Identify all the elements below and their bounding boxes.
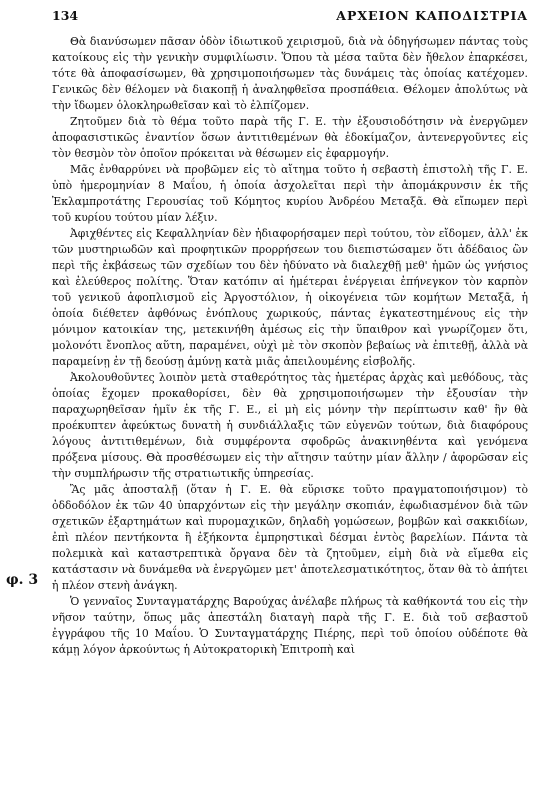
paragraph: Ἂς μᾶς ἀποσταλῇ (ὅταν ἡ Γ. Ε. θὰ εὕρισκε τοῦτο πραγματοποιήσιμον) τὸ ὀδδοδόλον ἐκ τῶν 40 ὑπαρχόντων εἰς τὴν μεγάλην σκοπιάν, ἐφωδιασμένον διὰ τῶν σχετικῶν ἐξαρτημάτων καὶ πυρομαχικῶν, δηλαδὴ γομώσεων, βομβῶν καὶ σακκιδίων, ἐπὶ πλέον πεντήκοντα ἢ ἑξήκοντα ἐμπρηστικαὶ δέσμαι ἐντὸς βαρελίων. Πάντα τὰ πολεμικὰ καὶ καταστρεπτικὰ ὄργανα δὲν τὰ ζητοῦμεν, εἰμὴ διὰ νὰ εἴμεθα εἰς κατάστασιν νὰ δυνάμεθα νὰ ἐνεργῶμεν μετ' ἀποτελεσματικότητος, ὅταν θὰ τὸ ἀπήτει ἡ πλέον στενὴ ἀνάγκη. bbox=[52, 483, 528, 592]
paragraph: Ὁ γενναῖος Συνταγματάρχης Βαρούχας ἀνέλαβε πλήρως τὰ καθήκοντά του εἰς τὴν νῆσον ταύτην, ὅπως μᾶς ἀπεστάλη διαταγὴ παρὰ τῆς Γ. Ε. διὰ τοῦ σεβαστοῦ ἐγγράφου τῆς 10 Μαΐου. Ὁ Συνταγματάρχης Πιέρης, περὶ τοῦ ὁποίου οὐδέποτε θὰ κάμῃ λόγον ἀρκούντως ἡ Αὐτοκρατορικὴ Ἐπιτροπὴ καὶ bbox=[52, 595, 528, 656]
page-number: 134 bbox=[52, 8, 79, 23]
paragraph: Μᾶς ἐνθαρρύνει νὰ προβῶμεν εἰς τὸ αἴτημα τοῦτο ἡ σεβαστὴ ἐπιστολὴ τῆς Γ. Ε. ὑπὸ ἡμερομηνίαν 8 Μαΐου, ἡ ὁποία ἀσχολεῖται περὶ τὴν ἀπομάκρυνσιν ἐκ τῆς Ἐκλαμπροτάτης Γερουσίας τοῦ Κόμητος κυρίου Ἀνδρέου Μεταξᾶ. Θὰ εἴπωμεν περὶ τοῦ κυρίου τούτου μίαν λέξιν. bbox=[52, 163, 528, 224]
body-text bbox=[52, 34, 528, 658]
paragraph: Θὰ διανύσωμεν πᾶσαν ὁδὸν ἰδιωτικοῦ χειρισμοῦ, διὰ νὰ ὁδηγήσωμεν πάντας τοὺς κατοίκους εἰς τὴν γενικὴν συμφιλίωσιν. Ὅπου τὰ μέσα ταῦτα δὲν ἤθελον ἐπαρκέσει, τότε θὰ ἀποφασίσωμεν, θὰ χρησιμοποιήσωμεν τὰς δυνάμεις τὰς ὁποίας κατέχομεν. Γενικῶς δὲν θέλομεν νὰ διακοπῇ ἡ ἀναληφθεῖσα προσπάθεια. Θέλομεν ἀπολύτως νὰ τὴν ἴδωμεν ὁλοκληρωθεῖσαν καὶ τὸ ἐλπίζομεν. bbox=[52, 35, 528, 112]
running-title: ΑΡΧΕΙΟΝ ΚΑΠΟΔΙΣΤΡΙΑ bbox=[336, 8, 528, 23]
paragraph: Ἀφιχθέντες εἰς Κεφαλληνίαν δὲν ἠδιαφορήσαμεν περὶ τούτου, τὸν εἴδομεν, ἀλλ' ἐκ τῶν μυστηριωδῶν καὶ προφητικῶν προρρήσεων του διεπιστώσαμεν ὅτι ἀδέδαιος ὢν περὶ τῆς ἐκβάσεως τῶν σχεδίων του δὲν ἠδύνατο νὰ διαλεχθῇ μεθ' ἡμῶν ὡς γνήσιος καὶ ἐλεύθερος πολίτης. Ὅταν κατόπιν αἱ ἡμέτεραι ἐνέργειαι ἐπήνεγκον τὸν καρπὸν τοῦ γενικοῦ ἀφοπλισμοῦ εἰς Ἀργοστόλιον, ἡ οἰκογένεια τῶν κομήτων Μεταξᾶ, ἡ ὁποία διέθετεν ἀφθόνως ἐνόπλους χωρικούς, πάντας ἐγκατεστημένους εἰς τὴν μόνιμον κατοικίαν της, μετεκινήθη ἀμέσως εἰς τὴν ὕπαιθρον καὶ γνωρίζομεν ὅτι, μολονότι ἔνοπλος αὕτη, παραμένει, οὐχὶ μὲ τὸν σκοπὸν βεβαίως νὰ ἐπιτεθῇ, ἀλλὰ νὰ παραμείνῃ ἐν τῇ δεούσῃ ἀμύνῃ κατὰ μιᾶς ἀπειλουμένης εἰσβολῆς. bbox=[52, 227, 528, 368]
margin-folio-note: φ. 3 bbox=[6, 572, 39, 588]
paragraph: Ἀκολουθοῦντες λοιπὸν μετὰ σταθερότητος τὰς ἡμετέρας ἀρχὰς καὶ μεθόδους, τὰς ὁποίας ἔχομεν προκαθορίσει, δὲν θὰ χρησιμοποιήσωμεν τὴν ἐξουσίαν τὴν παραχωρηθεῖσαν ἡμῖν ἐκ τῆς Γ. Ε., εἰ μὴ εἰς μόνην τὴν περίπτωσιν καθ' ἣν θὰ προέκυπτεν ἀφεύκτως δυνατὴ ἡ συνδιάλλαξις τῶν εὐγενῶν τούτων, διὰ διαφόρους λόγους ἀντιτιθεμένων, διὰ συμφέροντα σφοδρῶς ἀνακινηθέντα καὶ γενόμενα πρόξενα μίσους. Θὰ προσθέσωμεν εἰς τὴν αἴτησιν ταύτην μίαν ἄλλην / ἀφορῶσαν εἰς τὴν συμπλήρωσιν τῆς στρατιωτικῆς ὑπηρεσίας. bbox=[52, 371, 528, 480]
paragraph: Ζητοῦμεν διὰ τὸ θέμα τοῦτο παρὰ τῆς Γ. Ε. τὴν ἐξουσιοδότησιν νὰ ἐνεργῶμεν ἀποφασιστικῶς ἐναντίον ὅσων ἀντιτιθεμένων θὰ ἐδοκίμαζον, ἀντενεργοῦντες εἰς τὸν θεσμὸν τὸν ὁποῖον πρόκειται νὰ θέσωμεν εἰς ἐφαρμογήν. bbox=[52, 115, 528, 160]
page-header bbox=[52, 8, 528, 26]
